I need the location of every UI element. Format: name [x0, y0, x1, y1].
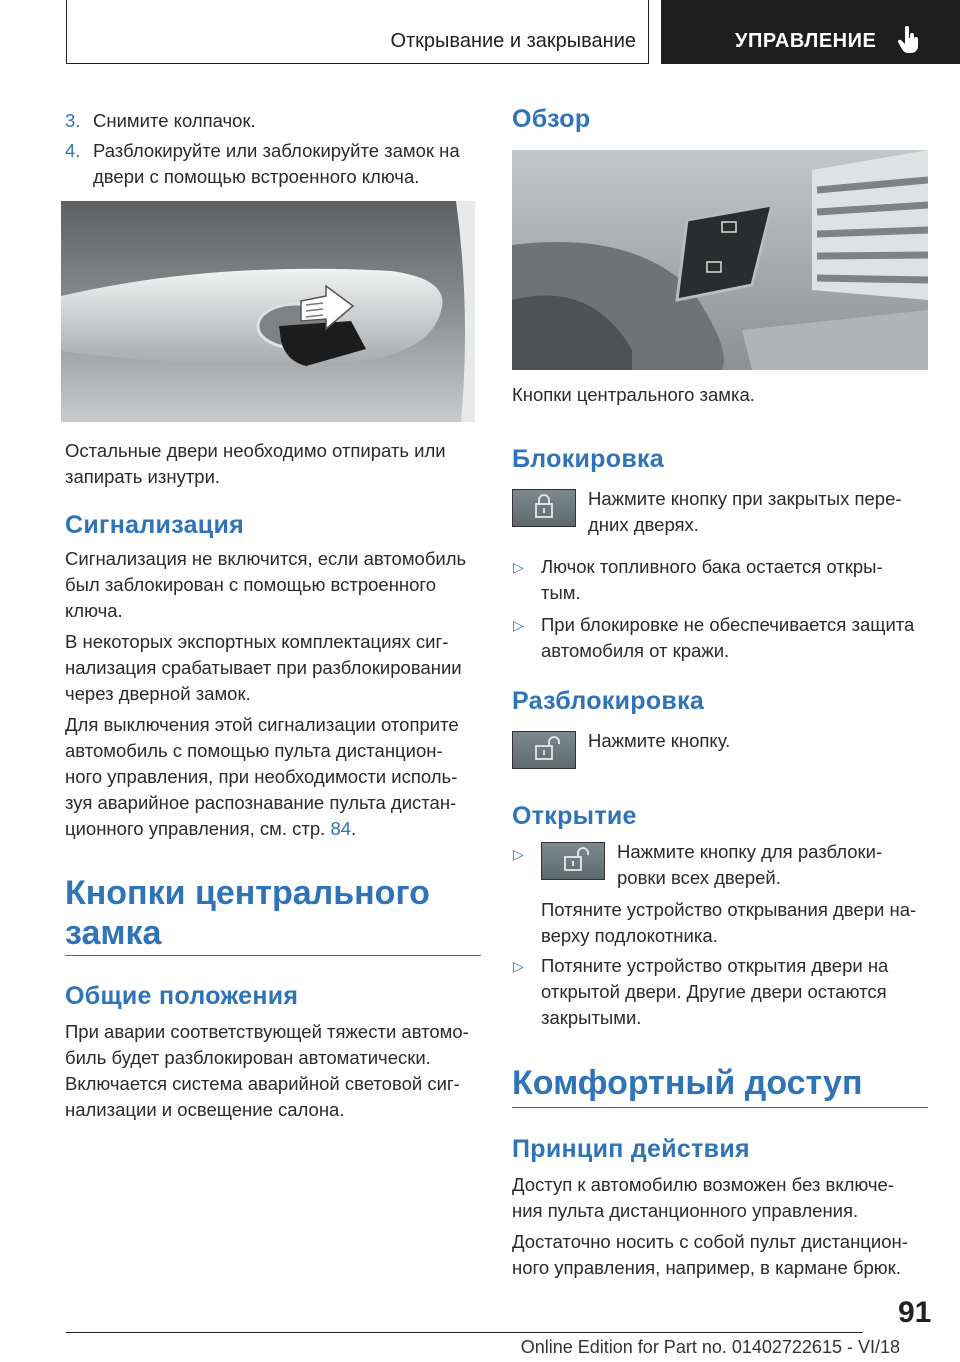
photo-caption: Кнопки центрального замка. — [512, 384, 755, 405]
body-text: ключа. — [65, 600, 123, 621]
body-text: нализации и освещение салона. — [65, 1099, 345, 1120]
heading-central-lock-buttons: Кнопки центрального — [65, 874, 430, 912]
body-text: Остальные двери необходимо отпирать или — [65, 440, 446, 461]
body-text: Включается система аварийной световой сиг- — [65, 1073, 460, 1094]
page-number: 91 — [898, 1296, 932, 1329]
body-text: Нажмите кнопку при закрытых пере- — [588, 488, 902, 509]
header-section-box — [66, 0, 649, 64]
bullet-text: тым. — [541, 582, 581, 603]
unlock-button-icon — [512, 731, 576, 769]
bullet-text: ровки всех дверей. — [617, 867, 781, 888]
header-chapter-title: УПРАВЛЕНИЕ — [735, 30, 877, 52]
lock-button-icon — [512, 489, 576, 527]
bullet-text: Нажмите кнопку для разблоки- — [617, 841, 883, 862]
page-reference-link[interactable]: 84 — [330, 818, 352, 839]
door-handle-photo — [61, 201, 475, 422]
body-text: При аварии соответствующей тяжести автомо- — [65, 1021, 469, 1042]
body-text-part: ционного управления, см. стр. — [65, 818, 326, 839]
heading-rule — [65, 955, 481, 956]
body-text: ния пульта дистанционного управления. — [512, 1200, 859, 1221]
body-text: ного управления, например, в кармане брюк. — [512, 1257, 901, 1278]
step-number: 4. — [65, 140, 81, 161]
bullet-marker: ▷ — [513, 559, 524, 575]
bullet-text: закрытыми. — [541, 1007, 642, 1028]
bullet-text: Потяните устройство открывания двери на- — [541, 899, 917, 920]
body-text: Нажмите кнопку. — [588, 730, 731, 751]
hand-pointer-icon — [897, 26, 921, 54]
bullet-text: Потяните устройство открытия двери на — [541, 955, 889, 976]
body-text: зуя аварийное распознавание пульта дистан- — [65, 792, 457, 813]
body-text: Для выключения этой сигнализации отоприте — [65, 714, 459, 735]
unlock-button-icon — [541, 842, 605, 880]
heading-overview: Обзор — [512, 105, 591, 133]
heading-open: Открытие — [512, 802, 637, 830]
body-text: Сигнализация не включится, если автомобиль — [65, 548, 467, 569]
heading-unlock: Разблокировка — [512, 687, 705, 715]
body-text: нализация срабатывает при разблокировании — [65, 657, 462, 678]
body-text: запирать изнутри. — [65, 466, 221, 487]
body-text: дних дверях. — [588, 514, 699, 535]
bullet-text: автомобиля от кражи. — [541, 640, 730, 661]
body-text: автомобиль с помощью пульта дистанцион- — [65, 740, 443, 761]
heading-alarm: Сигнализация — [65, 511, 245, 539]
body-text: через дверной замок. — [65, 683, 251, 704]
heading-rule — [512, 1107, 928, 1108]
body-text: был заблокирован с помощью встроенного — [65, 574, 437, 595]
footer-edition: Online Edition for Part no. 01402722615 - VI/18 — [520, 1337, 900, 1357]
body-text — [65, 816, 356, 842]
step-text: Снимите колпачок. — [93, 110, 256, 131]
body-text: ного управления, при необходимости исполь- — [65, 766, 458, 787]
body-text: биль будет разблокирован автоматически. — [65, 1047, 431, 1068]
heading-principle: Принцип действия — [512, 1135, 750, 1163]
body-text-part: . — [351, 818, 357, 839]
bullet-marker: ▷ — [513, 958, 524, 974]
bullet-marker: ▷ — [513, 617, 524, 633]
step-text: Разблокируйте или заблокируйте замок на — [93, 140, 460, 161]
heading-lock: Блокировка — [512, 445, 664, 473]
header-section-title: Открывание и закрывание — [390, 30, 636, 52]
bullet-text: При блокировке не обеспечивается защита — [541, 614, 915, 635]
bullet-text: Лючок топливного бака остается откры- — [541, 556, 883, 577]
body-text: Достаточно носить с собой пульт дистанцион- — [512, 1231, 908, 1252]
heading-general: Общие положения — [65, 982, 299, 1010]
bullet-text: открытой двери. Другие двери остаются — [541, 981, 887, 1002]
step-number: 3. — [65, 110, 81, 131]
body-text: Доступ к автомобилю возможен без включе- — [512, 1174, 894, 1195]
heading-central-lock-buttons: замка — [65, 914, 162, 952]
body-text: В некоторых экспортных комплектациях сиг- — [65, 631, 449, 652]
footer-rule — [66, 1332, 863, 1333]
bullet-text: верху подлокотника. — [541, 925, 718, 946]
central-lock-buttons-photo — [512, 150, 928, 370]
heading-comfort-access: Комфортный доступ — [512, 1064, 863, 1102]
step-text: двери с помощью встроенного ключа. — [93, 166, 420, 187]
bullet-marker: ▷ — [513, 846, 524, 862]
